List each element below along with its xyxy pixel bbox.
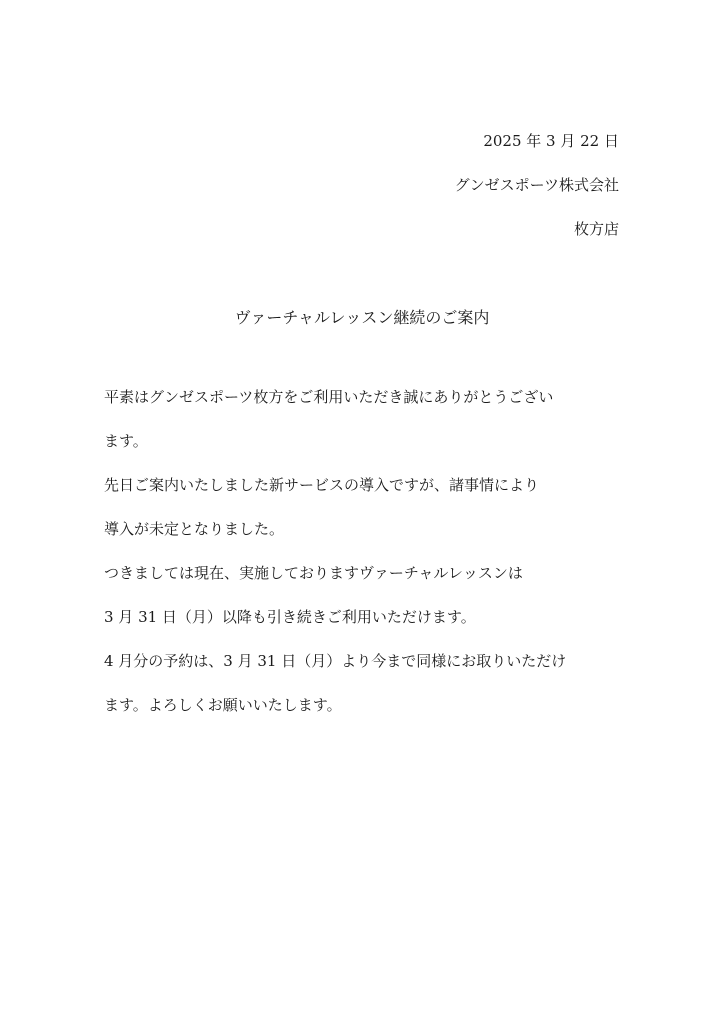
body-line-2: ます。 [104, 432, 148, 450]
body-line-3: 先日ご案内いたしました新サービスの導入ですが、諸事情により [104, 476, 540, 494]
letter-header [455, 130, 619, 262]
body-line-6: 3 月 31 日（月）以降も引き続きご利用いただけます。 [104, 608, 476, 626]
branch-name: 枚方店 [573, 220, 619, 238]
body-line-1: 平素はグンゼスポーツ枚方をご利用いただき誠にありがとうござい [104, 388, 554, 406]
body-line-7: 4 月分の予約は、3 月 31 日（月）より今まで同様にお取りいただけ [104, 652, 567, 670]
document-title: ヴァーチャルレッスン継続のご案内 [234, 308, 490, 327]
body-line-8: ます。よろしくお願いいたします。 [104, 696, 342, 714]
company-name: グンゼスポーツ株式会社 [454, 176, 619, 194]
body-line-4: 導入が未定となりました。 [104, 520, 285, 538]
letter-body [104, 386, 634, 738]
body-line-5: つきましては現在、実施しておりますヴァーチャルレッスンは [104, 564, 523, 582]
letter-date: 2025 年 3 月 22 日 [483, 132, 619, 150]
